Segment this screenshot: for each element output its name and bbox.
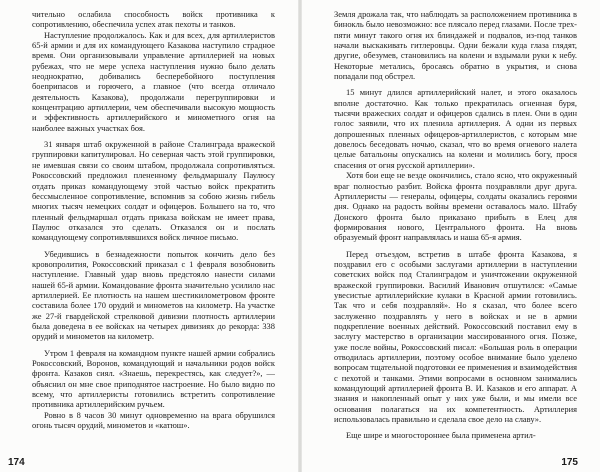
paragraph: Убедившись в безнадежности попыток кончить дело без кровопролития, Рокоссовский приказал с 1 февраля возобновить наступление. Главный удар вновь предстояло нанести силами нашей 65-й армии. Командование фронта значительно усилило нас артиллерией. Ее плотность на нашем шестикилометровом фронте составила более 170 орудий и минометов на километр. На участке же 27-й гвардейской стрелковой дивизии плотность артиллерии была доведена в ее войсках на четырех дивизиях до рекорда: 338 орудий и минометов на километр. bbox=[32, 248, 275, 342]
paragraph: Земля дрожала так, что наблюдать за расположением противника в бинокль было невозможно: все плясало перед глазами. После трех-пяти минут такого огня их блиндажей и подвалов, из-под танков начали выскакивать гитлеровцы. Одни бежали куда глаза глядят, другие, обезумев, становились на колени и вздымали руки к небу. Некоторые метались, бросаясь обратно в укрытия, и снова попадали под обстрел. bbox=[334, 9, 577, 82]
right-page bbox=[302, 0, 600, 472]
right-text-column bbox=[334, 9, 577, 441]
paragraph: Утром 1 февраля на командном пункте нашей армии собрались Рокоссовский, Воронов, командующий и начальники родов войск фронта. Казаков сиял. «Знаешь, перекрестясь, как следует?», — объяснил он мне свое приподнятое настроение. Но было видно по всему, что артиллеристы готовились встретить сопротивление противника артиллерийским ручьем. bbox=[32, 347, 275, 410]
left-page bbox=[0, 0, 298, 472]
paragraph: Перед отъездом, встретив в штабе фронта Казакова, я поздравил его с особыми заслугами артиллерии в наступлении советских войск под Сталинградом и уничтожении окруженной вражеской группировки. Василий Иванович отшутился: «Самые увесистые артиллерийские кулаки в Красной армии готовились. Так что и себя поздравляй». Но я сказал, что более всего заслуженно поздравлять у него в войсках и не в армии подкрепление военных действий. Рокоссовский поставил ему в заслугу мастерство в организации массированного огня. Позже, уже после войны, Рокоссовский писал: «Большая роль в операции отводилась артиллерии, поэтому особое внимание было уделено вопросам тщательной подготовки ее применения и взаимодействия с пехотой и танками. Этими вопросами в основном занимались командующий артиллерией фронта В. И. Казаков и его аппарат. А знания и накопленный опыт у них уже были, и мы имели все основания полагаться на их компетентность. Артиллерия использовалась правильно и сделала свое дело на славу». bbox=[334, 248, 577, 425]
paragraph: 31 января штаб окруженной в районе Сталинграда вражеской группировки капитулировал. Но северная часть этой группировки, не имевшая связи со своим штабом, продолжала сопротивляться. Рокоссовский предложил плененному фельдмаршалу Паулюсу отдать приказ командующему этой частью войск прекратить бессмысленное сопротивление, вспомнив за собою жизнь гибель многих тысяч немецких солдат и офицеров. Большего на то, что пленный фельдмаршал отдать приказа войскам не имеет права, Паулюс отказался это сделать. Отказался он и послать командующему сопротивлявшихся войск личное письмо. bbox=[32, 139, 275, 243]
paragraph: Наступление продолжалось. Как и для всех, для артиллеристов 65-й армии и для их командующего Казакова наступило страдное время. Они организовывали управление артиллерией на новых рубежах, что не мере успеха наступления нужно было делать неоднократно, добивались бесперебойного поступления боеприпасов и горючего, а главное (что всегда отличало деятельность Казакова), продолжали перегруппировки и концентрацию артиллерии, чем обеспечивали высокую мощность и эффективность артиллерийского и минометного огня на наиболее важных участках боя. bbox=[32, 29, 275, 133]
paragraph: 15 минут длился артиллерийский налет, и этого оказалось вполне достаточно. Как только прекратилась огненная буря, тысячи вражеских солдат и офицеров сдались в плен. Они в один голос заявили, что их пленила артиллерия. А одни из первых допрошенных пленных офицеров-артиллеристов, с которым мне довелось беседовать ночью, сказал, что во время огневого налета целые батальоны опускались на колени и молились богу, прося спасения от огня русской артиллерии». bbox=[334, 87, 577, 170]
paragraph: Хотя бои еще не везде окончились, стало ясно, что окруженный враг полностью разбит. Войска фронта поздравляли друг друга. Артиллеристы — генералы, офицеры, солдаты оказались героями дня. Однако на радость войны времени оставалось мало. Штабу Донского фронта было приказано прибыть в Елец для формирования нового, Центрального фронта. На вновь образуемый фронт направлялась и наша 65-я армия. bbox=[334, 170, 577, 243]
left-text-column bbox=[32, 9, 275, 430]
paragraph: чительно ослабила способность войск противника к сопротивлению, обеспечила успех атак пехоты и танков. bbox=[32, 9, 275, 30]
paragraph: Ровно в 8 часов 30 минут одновременно на врага обрушился огонь тысяч орудий, минометов и «катюш». bbox=[32, 409, 275, 431]
paragraph: Еще шире и многостороннее была применена артил- bbox=[346, 430, 536, 441]
page-number: 175 bbox=[561, 457, 578, 468]
page-number: 174 bbox=[8, 457, 25, 468]
